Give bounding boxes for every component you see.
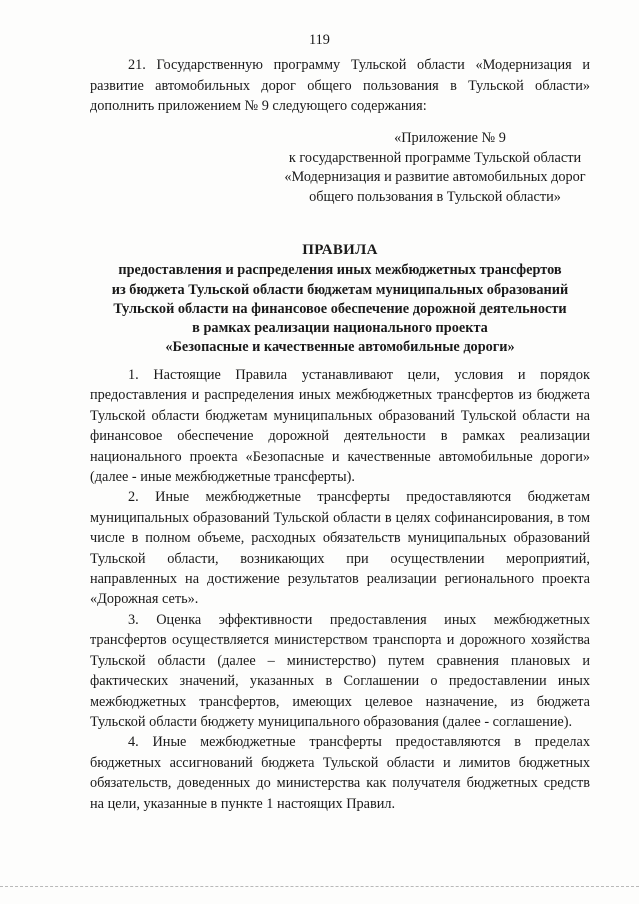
- page-bottom-divider: [0, 886, 639, 887]
- rules-body: [90, 365, 590, 814]
- appendix-line-4: общего пользования в Тульской области»: [309, 188, 561, 205]
- rules-subtitle-line-4: в рамках реализации национального проекта: [192, 320, 488, 337]
- appendix-line-2: к государственной программе Тульской области: [288, 149, 582, 166]
- appendix-line-1: «Приложение № 9: [394, 130, 506, 146]
- rule-paragraph-4: 4. Иные межбюджетные трансферты предоставляются в пределах бюджетных ассигнований бюджета Тульской области и лимитов бюджетных обязательств, доведенных до министерства как получателя бюджетных средств на цели, указанные в пункте 1 настоящих Правил.: [90, 734, 590, 812]
- rules-subtitle-line-5: «Безопасные и качественные автомобильные дороги»: [165, 339, 515, 356]
- rules-subtitle-line-1: предоставления и распределения иных межбюджетных трансфертов: [118, 262, 562, 279]
- rules-subtitle-line-3: Тульской области на финансовое обеспечение дорожной деятельности: [113, 300, 567, 317]
- appendix-line-3: «Модернизация и развитие автомобильных дорог: [284, 169, 586, 185]
- rule-paragraph-1: 1. Настоящие Правила устанавливают цели, условия и порядок предоставления и распределения иных межбюджетных трансфертов из бюджета Тульской области бюджетам муниципальных образований Тульской области на финансовое обеспечение дорожной деятельности в рамках реализации национального проекта «Безопасные и качественные автомобильные дороги» (далее - иные межбюджетные трансферты).: [90, 367, 590, 486]
- rule-paragraph-3: 3. Оценка эффективности предоставления иных межбюджетных трансфертов осуществляется министерством транспорта и дорожного хозяйства Тульской области (далее – министерство) путем сравнения плановых и фактических значений, указанных в Соглашении о предоставлении иных межбюджетных трансфертов, имеющих целевое назначение, из бюджета Тульской области бюджету муниципального образования (далее - соглашение).: [90, 611, 590, 730]
- appendix-heading: [280, 129, 590, 207]
- intro-paragraph: 21. Государственную программу Тульской области «Модернизация и развитие автомобильных дорог общего пользования в Тульской области» дополнить приложением № 9 следующего содержания:: [90, 57, 590, 114]
- rules-title-block: [90, 241, 590, 358]
- rule-paragraph-2: 2. Иные межбюджетные трансферты предоставляются бюджетам муниципальных образований Тульской области в целях софинансирования, в том числе в полном объеме, расходных обязательств муниципальных образований Тульской области, возникающих при осуществлении мероприятий, направленных на достижение результатов реализации регионального проекта «Дорожная сеть».: [90, 489, 590, 608]
- rules-title: ПРАВИЛА: [302, 242, 378, 258]
- page-number: 119: [309, 32, 330, 48]
- rules-subtitle-line-2: из бюджета Тульской области бюджетам муниципальных образований: [111, 281, 569, 298]
